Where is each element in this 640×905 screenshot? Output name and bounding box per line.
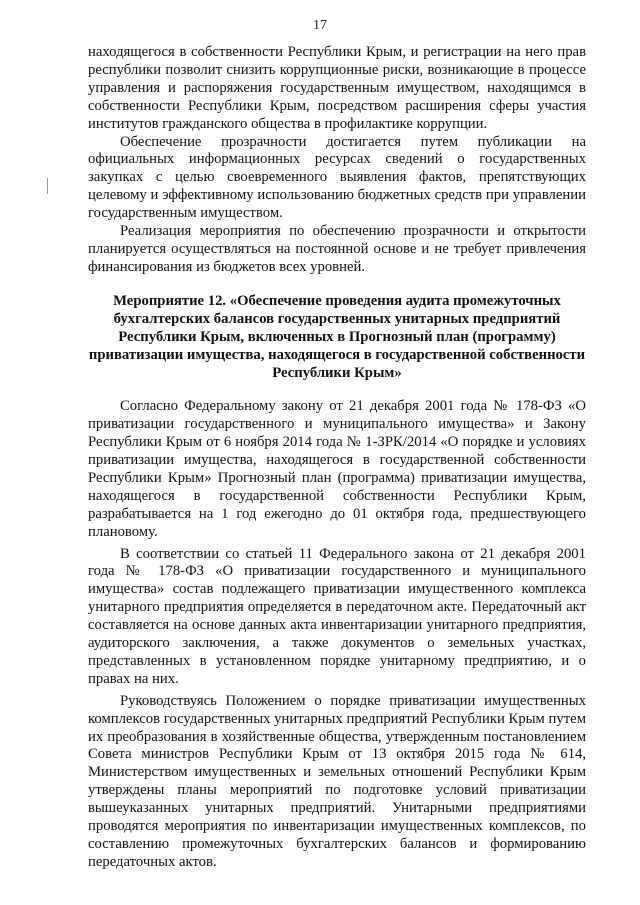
margin-mark (47, 178, 48, 194)
page-number: 17 (313, 18, 327, 33)
paragraph-implementation: Реализация мероприятия по обеспечению прозрачности и открытости планируется осуществляться на постоянной основе и не требует привлечения финансирования из бюджетов всех уровней. (88, 223, 586, 275)
paragraph-transparency: Обеспечение прозрачности достигается путем публикации на официальных информационных ресурсах сведений о государственных закупках с целью своевременного выявления фактов, препятствующих целевому и эффективному использованию бюджетных средств при управлении государственным имуществом. (88, 133, 586, 222)
paragraph-regulation: Руководствуясь Положением о порядке приватизации имущественных комплексов государственных унитарных предприятий Республики Крым путем их преобразования в хозяйственные общества, утвержденным постановлением Совета министров Республики Крым от 13 октября 2015 года № 614, Министерством имущественных и земельных отношений Республики Крым утверждены планы мероприятий по подготовке условий приватизации вышеуказанных унитарных предприятий. Унитарными предприятиями проводятся мероприятия по инвентаризации имущественных комплексов, по составлению промежуточных бухгалтерских балансов и формированию передаточных актов. (88, 692, 586, 870)
paragraph-article-11: В соответствии со статьей 11 Федерального закона от 21 декабря 2001 года № 178-ФЗ «О приватизации государственного и муниципального имущества» состав подлежащего приватизации имущественного комплекса унитарного предприятия определяется в передаточном акте. Передаточный акт составляется на основе данных акта инвентаризации унитарного предприятия, аудиторского заключения, а также документов о земельных участках, представленных в установленном порядке унитарному предприятию, и о правах на них. (88, 545, 586, 687)
section-heading: Мероприятие 12. «Обеспечение проведения аудита промежуточных бухгалтерских балансов государственных унитарных предприятий Республики Крым, включенных в Прогнозный план (программу) приватизации имущества, находящегося в государственной собственности Республики Крым» (88, 292, 586, 382)
paragraph-federal-law: Согласно Федеральному закону от 21 декабря 2001 года № 178-ФЗ «О приватизации государственного и муниципального имущества» и Закону Республики Крым от 6 ноября 2014 года № 1-ЗРК/2014 «О порядке и условиях приватизации имущества, находящегося в государственной собственности Республики Крым» Прогнозный план (программа) приватизации имущества, находящегося в государственной собственности Республики Крым, разрабатывается на 1 год ежегодно до 01 октября года, предшествующего плановому. (88, 398, 586, 540)
page-content (88, 44, 586, 872)
paragraph-continuation: находящегося в собственности Республики Крым, и регистрации на него прав республики позволит снизить коррупционные риски, возникающие в процессе управления и распоряжения государственным имуществом, находящимся в собственности Республики Крым, посредством расширения сферы участия институтов гражданского общества в профилактике коррупции. (88, 44, 586, 132)
